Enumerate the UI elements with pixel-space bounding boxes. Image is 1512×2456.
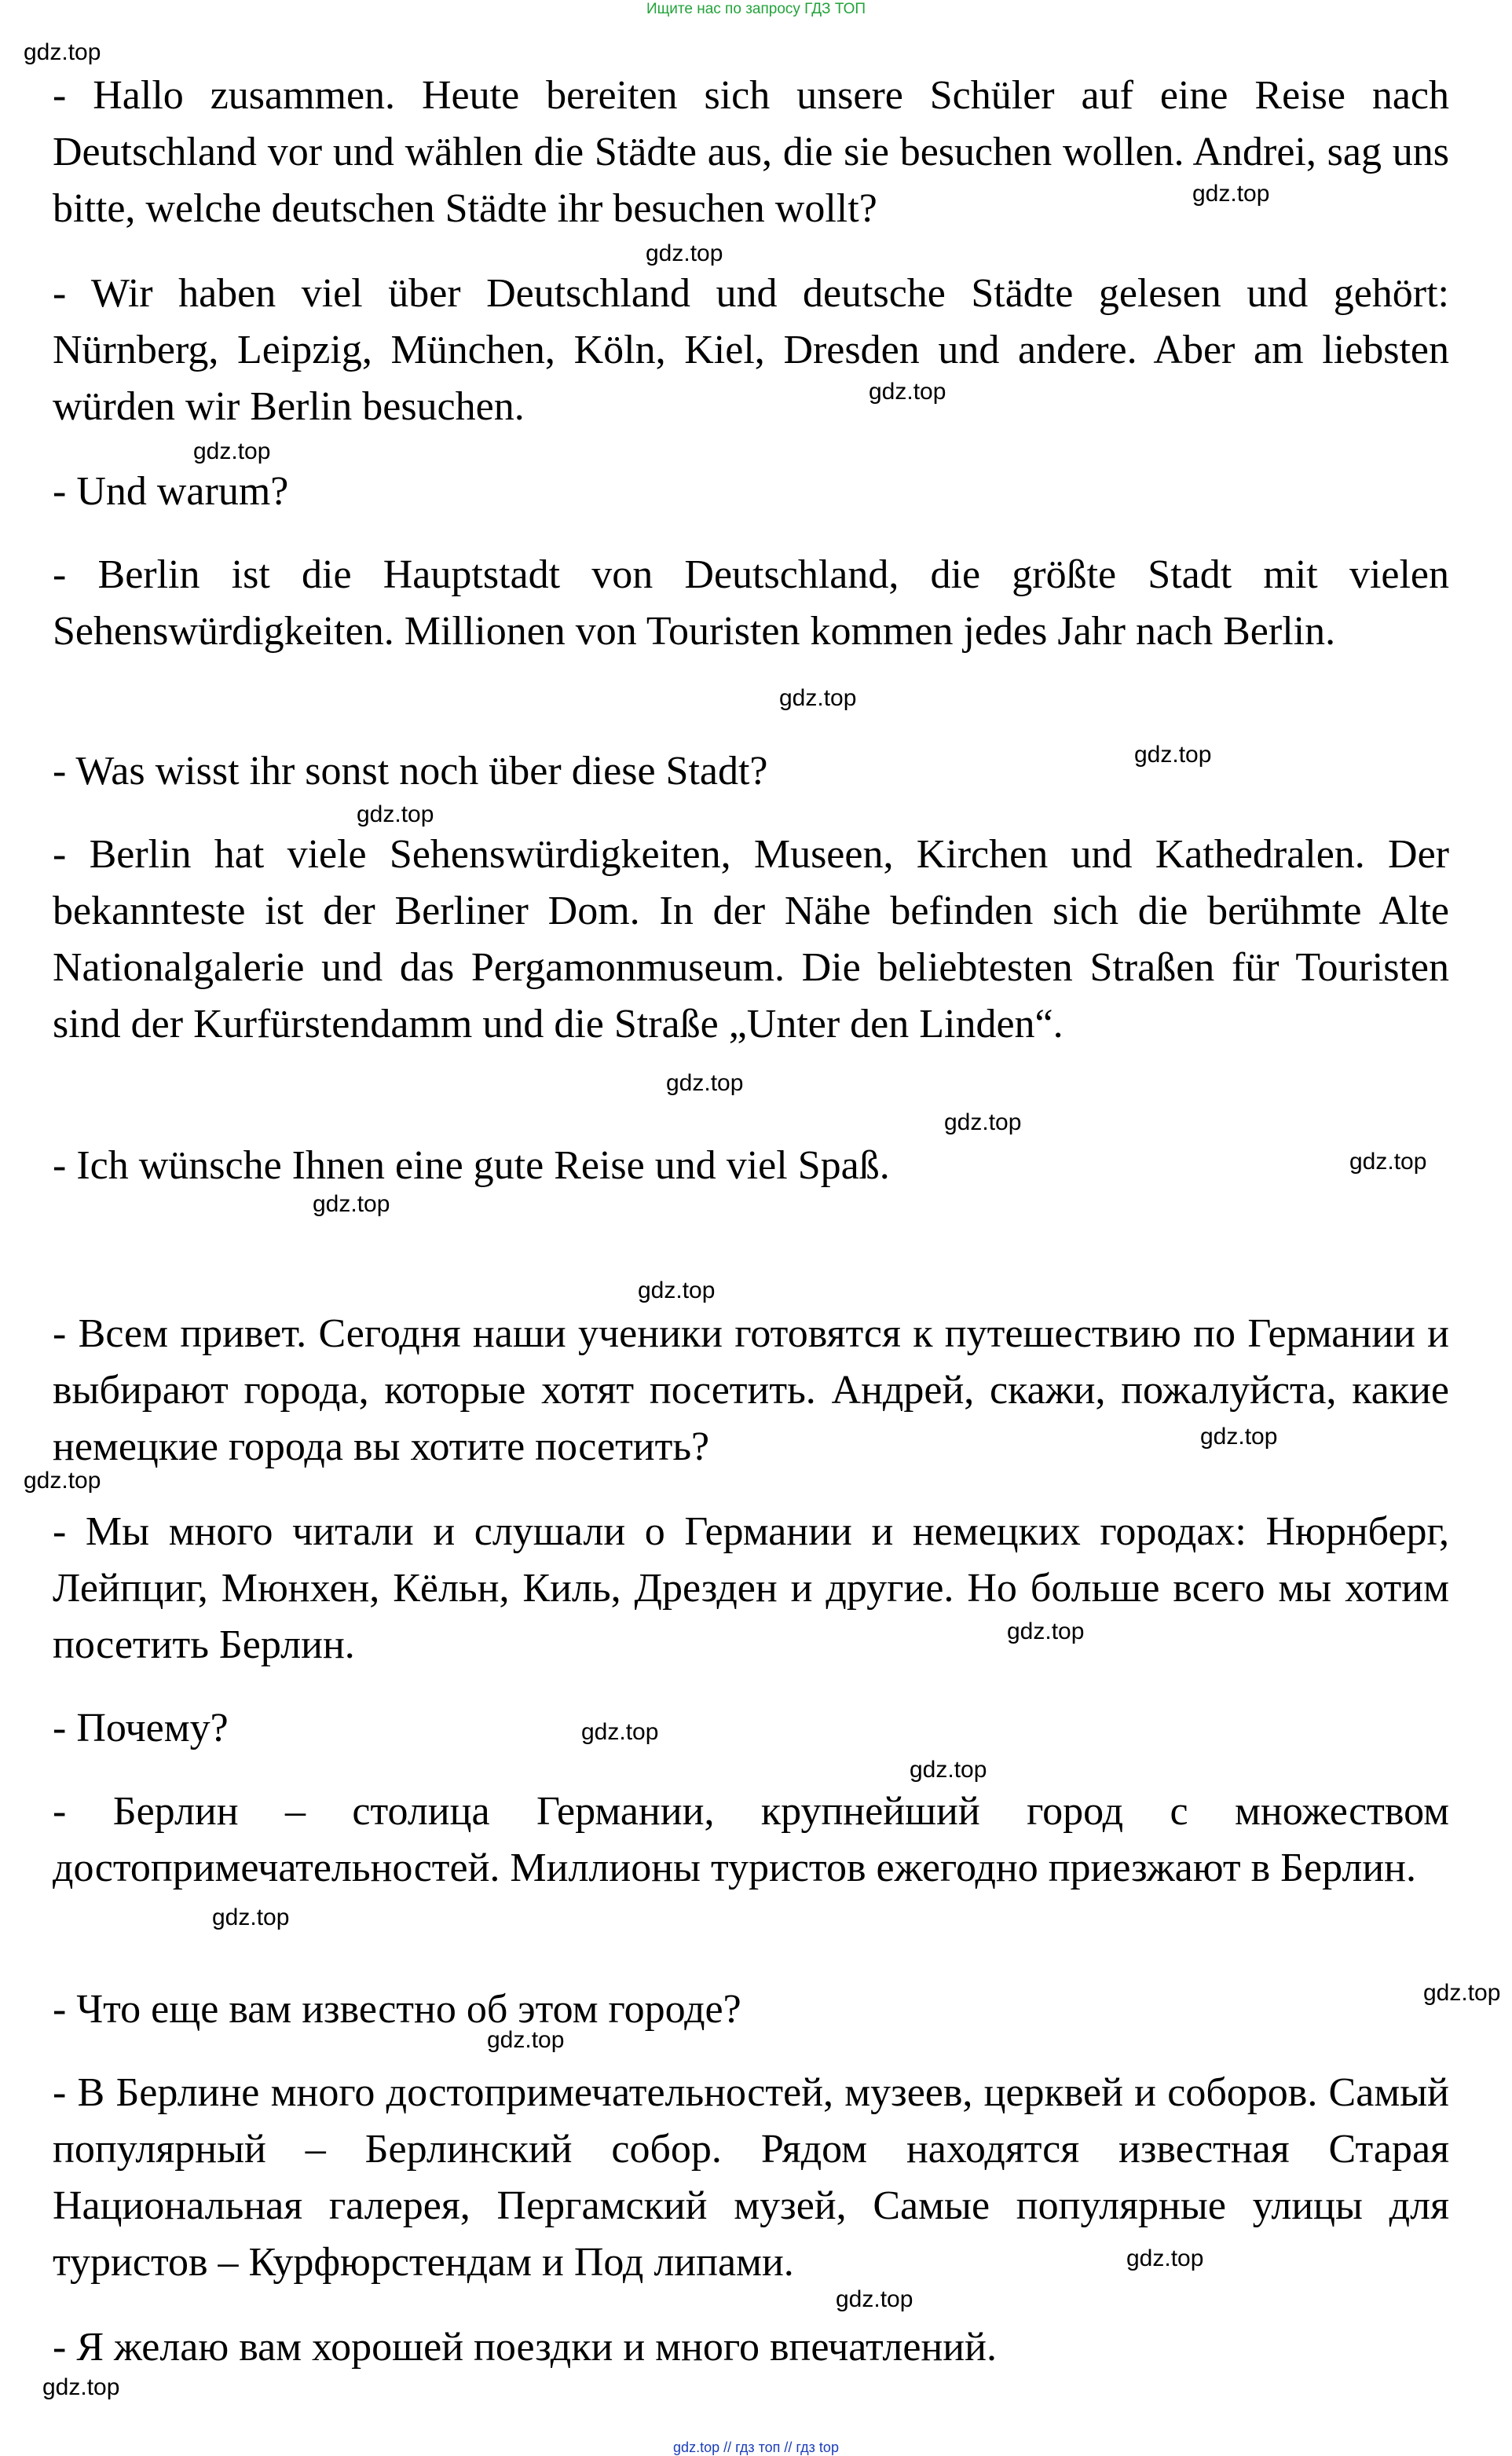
russian-paragraph-7: - Я желаю вам хорошей поездки и много впечатлений. [53,2325,997,2370]
watermark: gdz.top [193,438,271,464]
german-paragraph-7: - Ich wünsche Ihnen eine gute Reise und viel Spaß. [53,1143,890,1188]
russian-paragraph-1: - Всем привет. Сегодня наши ученики готовятся к путешествию по Германии и выбирают города, которые хотят посетить. Андрей, скажи, пожалуйста, какие немецкие города вы хотите посетить? [53,1311,1449,1469]
watermark: gdz.top [1200,1424,1278,1450]
watermark: gdz.top [357,801,434,827]
watermark: gdz.top [944,1109,1022,1135]
watermark: gdz.top [638,1277,716,1303]
german-paragraph-4: - Berlin ist die Hauptstadt von Deutschland, die größte Stadt mit vielen Sehenswürdigkeiten. Millionen von Touristen kommen jedes Jahr nach Berlin. [53,552,1449,654]
russian-paragraph-4: - Берлин – столица Германии, крупнейший город с множеством достопримечательностей. Миллионы туристов ежегодно приезжают в Берлин. [53,1789,1449,1890]
german-paragraph-5: - Was wisst ihr sonst noch über diese Stadt? [53,749,768,794]
german-paragraph-2: - Wir haben viel über Deutschland und deutsche Städte gelesen und gehört: Nürnberg, Leipzig, München, Köln, Kiel, Dresden und andere. Aber am liebsten würden wir Berlin besuchen. [53,271,1449,429]
watermark: gdz.top [836,2286,913,2312]
russian-paragraph-5: - Что еще вам известно об этом городе? [53,1987,741,2032]
header-ad-text[interactable]: Ищите нас по запросу ГДЗ ТОП [646,1,866,17]
watermark: gdz.top [24,39,101,65]
watermark: gdz.top [42,2374,120,2400]
watermark: gdz.top [910,1757,987,1783]
watermark: gdz.top [487,2027,565,2053]
watermark: gdz.top [1423,1980,1501,2006]
watermark: gdz.top [666,1070,744,1096]
russian-paragraph-2: - Мы много читали и слушали о Германии и немецких городах: Нюрнберг, Лейпциг, Мюнхен, Кёльн, Киль, Дрезден и другие. Но больше всего мы хотим посетить Берлин. [53,1509,1449,1667]
watermark: gdz.top [779,685,857,711]
watermark: gdz.top [1134,742,1212,768]
watermark: gdz.top [646,240,723,266]
german-paragraph-3: - Und warum? [53,469,289,514]
russian-paragraph-6: - В Берлине много достопримечательностей, музеев, церквей и соборов. Самый популярный – Берлинский собор. Рядом находятся известная Старая Национальная галерея, Пергамский музей, Самые популярные улицы для туристов – Курфюрстендам и Под липами. [53,2070,1449,2285]
watermark: gdz.top [869,379,946,405]
watermark: gdz.top [24,1468,101,1494]
footer-ad-text[interactable]: gdz.top // гдз топ // гдз top [673,2440,839,2455]
watermark: gdz.top [1192,181,1270,207]
russian-paragraph-3: - Почему? [53,1706,229,1750]
watermark: gdz.top [1349,1149,1427,1175]
watermark: gdz.top [212,1904,290,1930]
german-paragraph-1: - Hallo zusammen. Heute bereiten sich unsere Schüler auf eine Reise nach Deutschland vor und wählen die Städte aus, die sie besuchen wollen. Andrei, sag uns bitte, welche deutschen Städte ihr besuchen wollt? [53,73,1449,231]
watermark: gdz.top [1007,1618,1085,1644]
watermark: gdz.top [581,1719,659,1745]
watermark: gdz.top [1126,2245,1204,2271]
german-paragraph-6: - Berlin hat viele Sehenswürdigkeiten, Museen, Kirchen und Kathedralen. Der bekannteste ist der Berliner Dom. In der Nähe befinden sich die berühmte Alte Nationalgalerie und das Pergamonmuseum. Die beliebtesten Straßen für Touristen sind der Kurfürstendamm und die Straße „Unter den Linden“. [53,832,1449,1047]
watermark: gdz.top [313,1191,390,1217]
